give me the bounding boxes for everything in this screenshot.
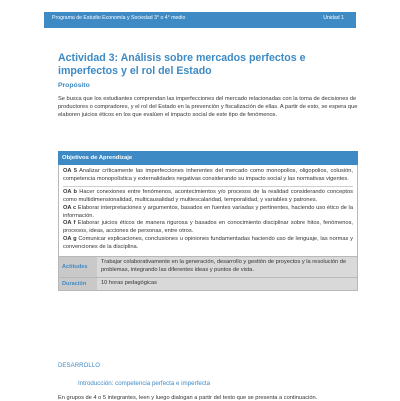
activity-title: Actividad 3: Análisis sobre mercados perfectos e imperfectos y el rol del Estado	[58, 52, 306, 77]
purpose-heading: Propósito	[58, 82, 90, 89]
objective-text: Elaborar interpretaciones y argumentos, basados en fuentes variadas y pertinentes, haciendo uso ético de la información.	[63, 204, 353, 219]
objective-item	[63, 189, 353, 205]
objective-item	[63, 220, 353, 236]
objective-text: Analizar críticamente las imperfecciones inherentes del mercado como monopolios, oligopolios, colusión, competencia monopolística y externalidades negativas considerando su impacto social y las normativas vigentes.	[63, 168, 353, 182]
unit-label: Unidad 1	[323, 15, 344, 21]
development-text: En grupos de 4 o 5 integrantes, leen y luego dialogan a partir del texto que se presenta a continuación.	[58, 395, 318, 401]
duration-value: 10 horas pedagógicas	[97, 278, 357, 290]
objective-text: Hacer conexiones entre fenómenos, acontecimientos y/o procesos de la realidad considerando conceptos como multidimensionalidad, multicausalidad y multiescalaridad, temporalidad, y variables y patrones.	[63, 188, 354, 203]
attitudes-row	[58, 257, 358, 278]
objective-code: OA g	[63, 236, 77, 243]
program-name: Programa de Estudio Economía y Sociedad 3° o 4° medio	[52, 15, 186, 21]
objective-code: OA 5	[63, 168, 77, 174]
objective-item	[63, 236, 353, 252]
attitudes-label: Actitudes	[59, 257, 97, 277]
objective-code: OA f	[63, 220, 76, 227]
development-subheading: Introducción: competencia perfecta e imperfecta	[78, 380, 211, 387]
objective-text: Elaborar juicios éticos de manera rigurosa y basados en conocimiento disciplinar sobre hitos, fenómenos, procesos, ideas, acciones de personas, entre otros.	[63, 220, 353, 235]
objectives-body	[58, 165, 358, 257]
attitudes-value: Trabajar colaborativamente en la generación, desarrollo y gestión de proyectos y la resolución de problemas, integrando las diferentes ideas y puntos de vista.	[97, 257, 357, 277]
development-heading: DESARROLLO	[58, 363, 101, 369]
objective-code: OA c	[63, 204, 77, 211]
objective-item	[63, 205, 353, 221]
objectives-table	[58, 151, 358, 291]
objective-text: Comunicar explicaciones, conclusiones u opiniones fundamentadas haciendo uso de lenguaje, las normas y convenciones de la disciplina.	[63, 236, 354, 251]
duration-label: Duración	[59, 278, 97, 290]
purpose-text: Se busca que los estudiantes comprendan las imperfecciones del mercado relacionadas con la toma de decisiones de productores o compradores, y el rol del Estado en la prevención y fiscalización de ellas. A partir de esto, se espera que elaboren juicios éticos en los que evalúen el impacto social de este tipo de fenómenos.	[58, 96, 358, 118]
objective-code: OA b	[63, 188, 78, 195]
objective-item	[63, 168, 353, 187]
objectives-header: Objetivos de Aprendizaje	[58, 151, 358, 165]
duration-row	[58, 278, 358, 291]
page-header-bar	[44, 12, 356, 28]
